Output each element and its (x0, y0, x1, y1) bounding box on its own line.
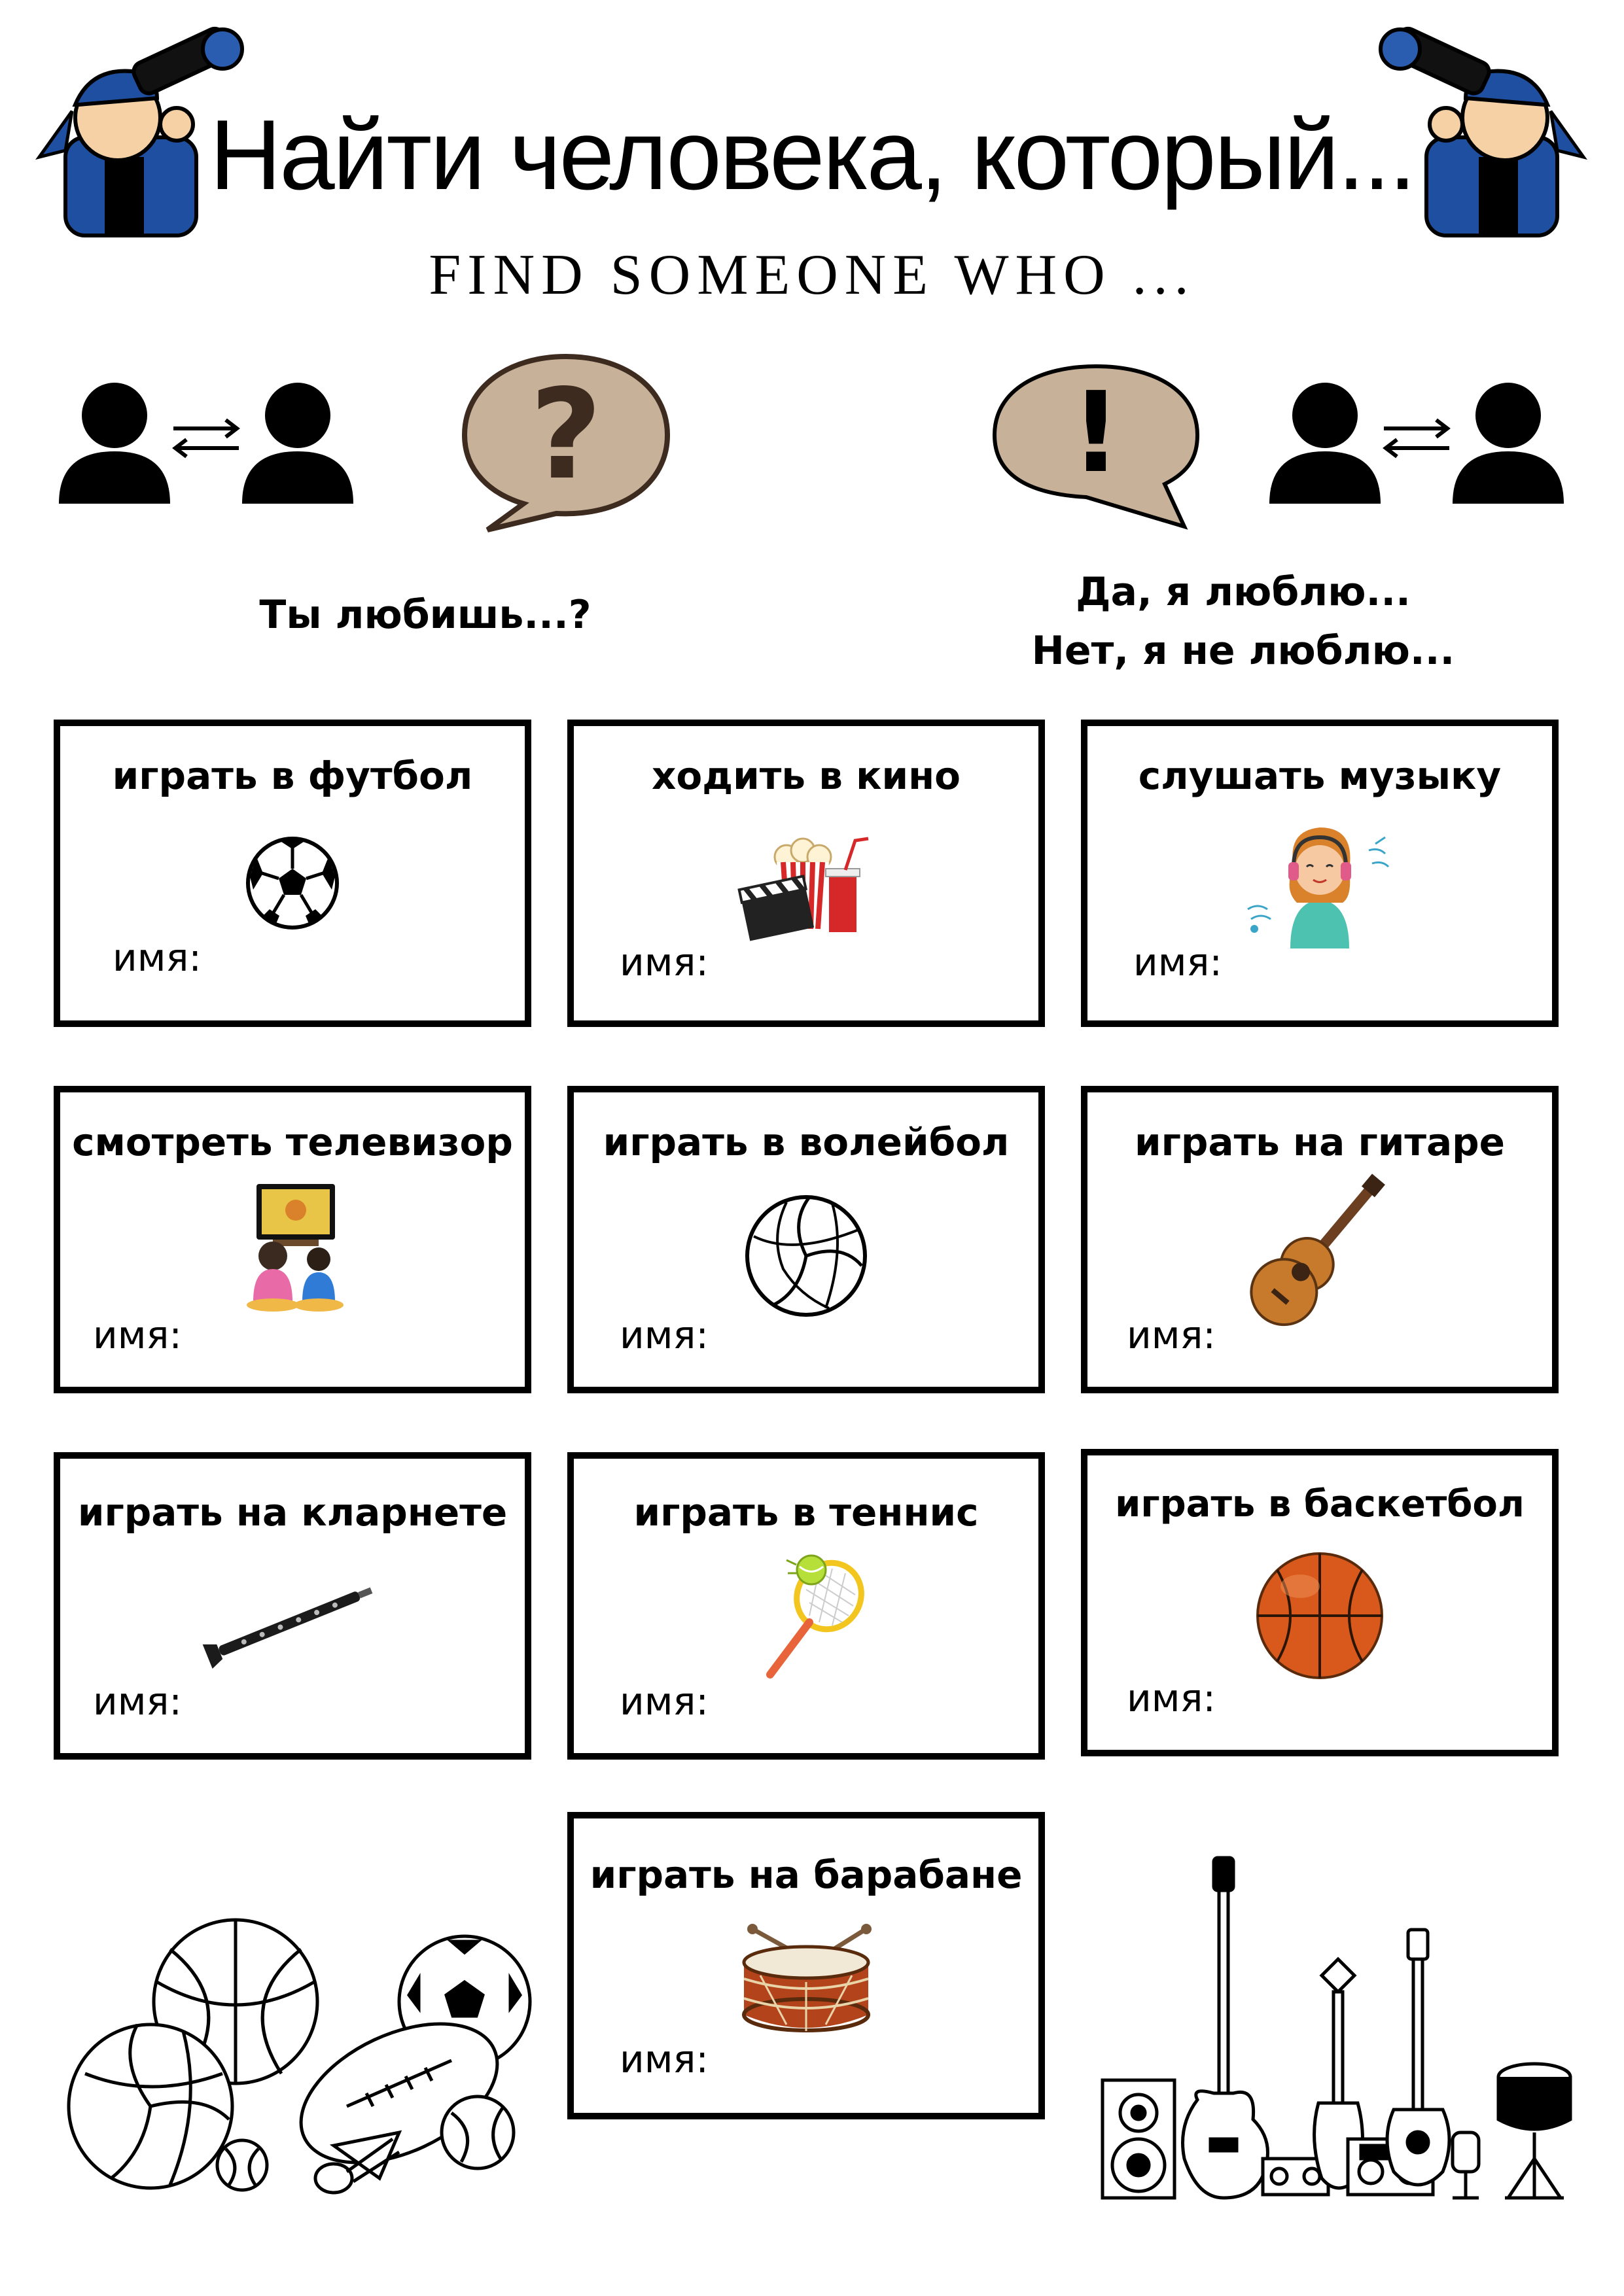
guitar-icon (1228, 1177, 1411, 1315)
drum-icon (715, 1917, 898, 2054)
card-title: играть в волейбол (603, 1120, 1010, 1164)
soccer-ball-icon (201, 811, 384, 948)
card-guitar (1081, 1086, 1559, 1393)
sports-balls-illustration-icon (59, 1917, 530, 2191)
card-name-label: имя: (93, 1313, 182, 1357)
card-title: смотреть телевизор (72, 1120, 513, 1164)
people-exchange-left-icon (59, 379, 353, 504)
card-clarinet (54, 1452, 531, 1760)
question-bubble-icon (458, 353, 674, 533)
music-instruments-illustration-icon (1099, 1851, 1570, 2204)
answer-yes-prompt: Да, я люблю... (1076, 569, 1411, 615)
card-drum (567, 1812, 1045, 2119)
clarinet-icon (201, 1563, 384, 1701)
exclamation-bubble-icon (988, 363, 1204, 533)
card-name-label: имя: (93, 1679, 182, 1724)
card-volleyball (567, 1086, 1045, 1393)
card-tv (54, 1086, 531, 1393)
people-exchange-right-icon (1269, 379, 1564, 504)
card-football (54, 720, 531, 1027)
card-title: слушать музыку (1138, 754, 1502, 798)
card-name-label: имя: (620, 1679, 709, 1724)
card-name-label: имя: (113, 935, 202, 980)
music-listener-icon (1228, 811, 1411, 948)
card-title: играть на кларнете (77, 1490, 508, 1535)
card-name-label: имя: (620, 1313, 709, 1357)
question-prompt: Ты любишь...? (259, 592, 591, 638)
card-basketball (1081, 1449, 1559, 1756)
page-title: Найти человека, который... (209, 99, 1415, 211)
exclamation-mark: ! (1070, 368, 1121, 498)
card-music (1081, 720, 1559, 1027)
tennis-icon (715, 1544, 898, 1681)
question-mark: ? (529, 362, 603, 507)
answer-no-prompt: Нет, я не люблю... (1031, 628, 1455, 674)
card-name-label: имя: (620, 2037, 709, 2081)
cinema-icon (715, 811, 898, 948)
tv-watchers-icon (201, 1177, 384, 1315)
card-name-label: имя: (1127, 1676, 1216, 1720)
card-title: играть на барабане (590, 1852, 1023, 1897)
card-title: играть в баскетбол (1115, 1483, 1525, 1525)
volleyball-icon (715, 1177, 898, 1315)
card-title: играть в теннис (633, 1490, 979, 1535)
card-name-label: имя: (620, 940, 709, 984)
card-name-label: имя: (1133, 940, 1222, 984)
card-name-label: имя: (1127, 1313, 1216, 1357)
card-tennis (567, 1452, 1045, 1760)
page-subtitle: FIND SOMEONE WHO ... (429, 243, 1195, 307)
card-title: ходить в кино (651, 754, 961, 798)
card-title: играть в футбол (112, 754, 473, 798)
card-cinema (567, 720, 1045, 1027)
card-title: играть на гитаре (1134, 1120, 1506, 1164)
basketball-icon (1228, 1547, 1411, 1684)
